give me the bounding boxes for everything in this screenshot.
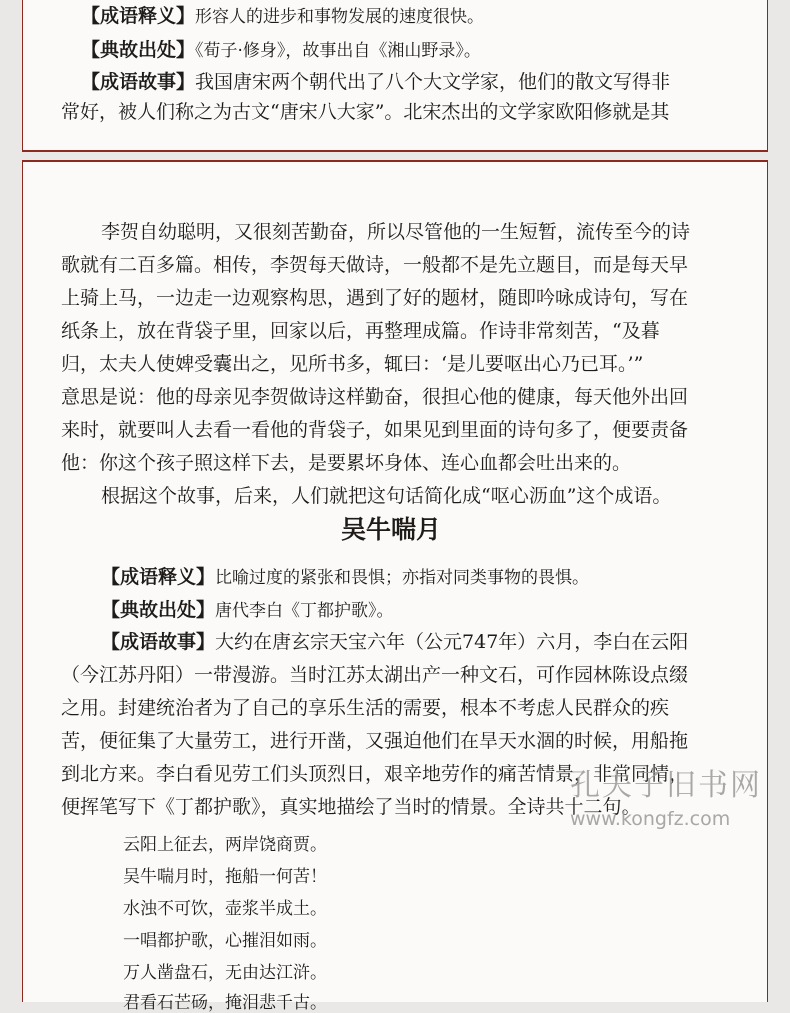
- gushi-line: 到北方来。李白看见劳工们头顶烈日，艰辛地劳作的痛苦情景，非常同情，: [61, 763, 689, 785]
- story-line: 李贺自幼聪明，又很刻苦勤奋，所以尽管他的一生短暂，流传至今的诗: [101, 221, 691, 243]
- gushi-row: [81, 70, 670, 94]
- poem-line: 万人凿盘石，无由达江浒。: [123, 963, 327, 983]
- gushi-line-2: 常好，被人们称之为古文“唐宋八大家”。北宋杰出的文学家欧阳修就是其: [61, 101, 670, 123]
- poem-line: 一唱都护歌，心摧泪如雨。: [123, 931, 327, 951]
- chuchu-row: [81, 38, 481, 63]
- gushi-line: 苦，便征集了大量劳工，进行开凿，又强迫他们在旱天水涸的时候，用船拖: [61, 730, 689, 752]
- gushi-line: （今江苏丹阳）一带漫游。当时江苏太湖出产一种文石，可作园林陈设点缀: [61, 664, 689, 686]
- gushi-line-1: 我国唐宋两个朝代出了八个大文学家，他们的散文写得非: [195, 71, 671, 93]
- gushi-label: 【成语故事】: [81, 71, 196, 93]
- main-page: [22, 160, 768, 1013]
- shiyi-text: 形容人的进步和事物发展的速度很快。: [195, 7, 485, 27]
- poem-line: 水浊不可饮，壶浆半成土。: [123, 899, 327, 919]
- poem-line: 吴牛喘月时，拖船一何苦！: [123, 867, 327, 887]
- watermark-text: 孔夫子旧书网: [570, 768, 762, 803]
- watermark: [570, 760, 762, 830]
- top-page-fragment: [22, 0, 768, 152]
- story-line: 上骑上马，一边走一边观察构思，遇到了好的题材，随即吟咏成诗句，写在: [61, 287, 689, 309]
- poem-line: 君看石芒砀，掩泪悲千古。: [123, 993, 327, 1013]
- idiom-title: 吴牛喘月: [341, 515, 442, 544]
- story-line: 他：你这个孩子照这样下去，是要累坏身体、连心血都会吐出来的。: [61, 452, 632, 474]
- gushi-label: 【成语故事】: [101, 631, 216, 653]
- story-line: 意思是说：他的母亲见李贺做诗这样勤奋，很担心他的健康，每天他外出回: [61, 386, 689, 408]
- gushi-line: 之用。封建统治者为了自己的享乐生活的需要，根本不考虑人民群众的疾: [61, 697, 670, 719]
- story-line: 根据这个故事，后来，人们就把这句话简化成“呕心沥血”这个成语。: [101, 485, 672, 507]
- shiyi-row: [81, 4, 484, 29]
- chuchu-label: 【典故出处】: [81, 39, 196, 61]
- shiyi-row: [101, 565, 589, 590]
- story-line: 归，太夫人使婢受囊出之，见所书多，辄曰：‘是儿要呕出心乃已耳。’”: [61, 353, 644, 375]
- poem-line: 云阳上征去，两岸饶商贾。: [123, 835, 327, 855]
- chuchu-text: 唐代李白《丁都护歌》。: [215, 601, 394, 621]
- chuchu-label: 【典故出处】: [101, 599, 216, 621]
- gushi-line: 便挥笔写下《丁都护歌》，真实地描绘了当时的情景。全诗共十二句。: [61, 796, 641, 818]
- gushi-row: [101, 630, 688, 654]
- chuchu-text: 《荀子·修身》，故事出自《湘山野录》。: [195, 41, 481, 61]
- gushi-line: 大约在唐玄宗天宝六年（公元747年）六月，李白在云阳: [215, 631, 689, 653]
- shiyi-label: 【成语释义】: [101, 566, 216, 588]
- story-line: 歌就有二百多篇。相传，李贺每天做诗，一般都不是先立题目，而是每天早: [61, 254, 689, 276]
- story-line: 纸条上，放在背袋子里，回家以后，再整理成篇。作诗非常刻苦，“及暮: [61, 320, 660, 342]
- story-line: 来时，就要叫人去看一看他的背袋子，如果见到里面的诗句多了，便要责备: [61, 419, 689, 441]
- chuchu-row: [101, 598, 394, 623]
- watermark-url: www.kongfz.com: [570, 808, 731, 830]
- shiyi-label: 【成语释义】: [81, 5, 196, 27]
- shiyi-text: 比喻过度的紧张和畏惧；亦指对同类事物的畏惧。: [215, 568, 590, 588]
